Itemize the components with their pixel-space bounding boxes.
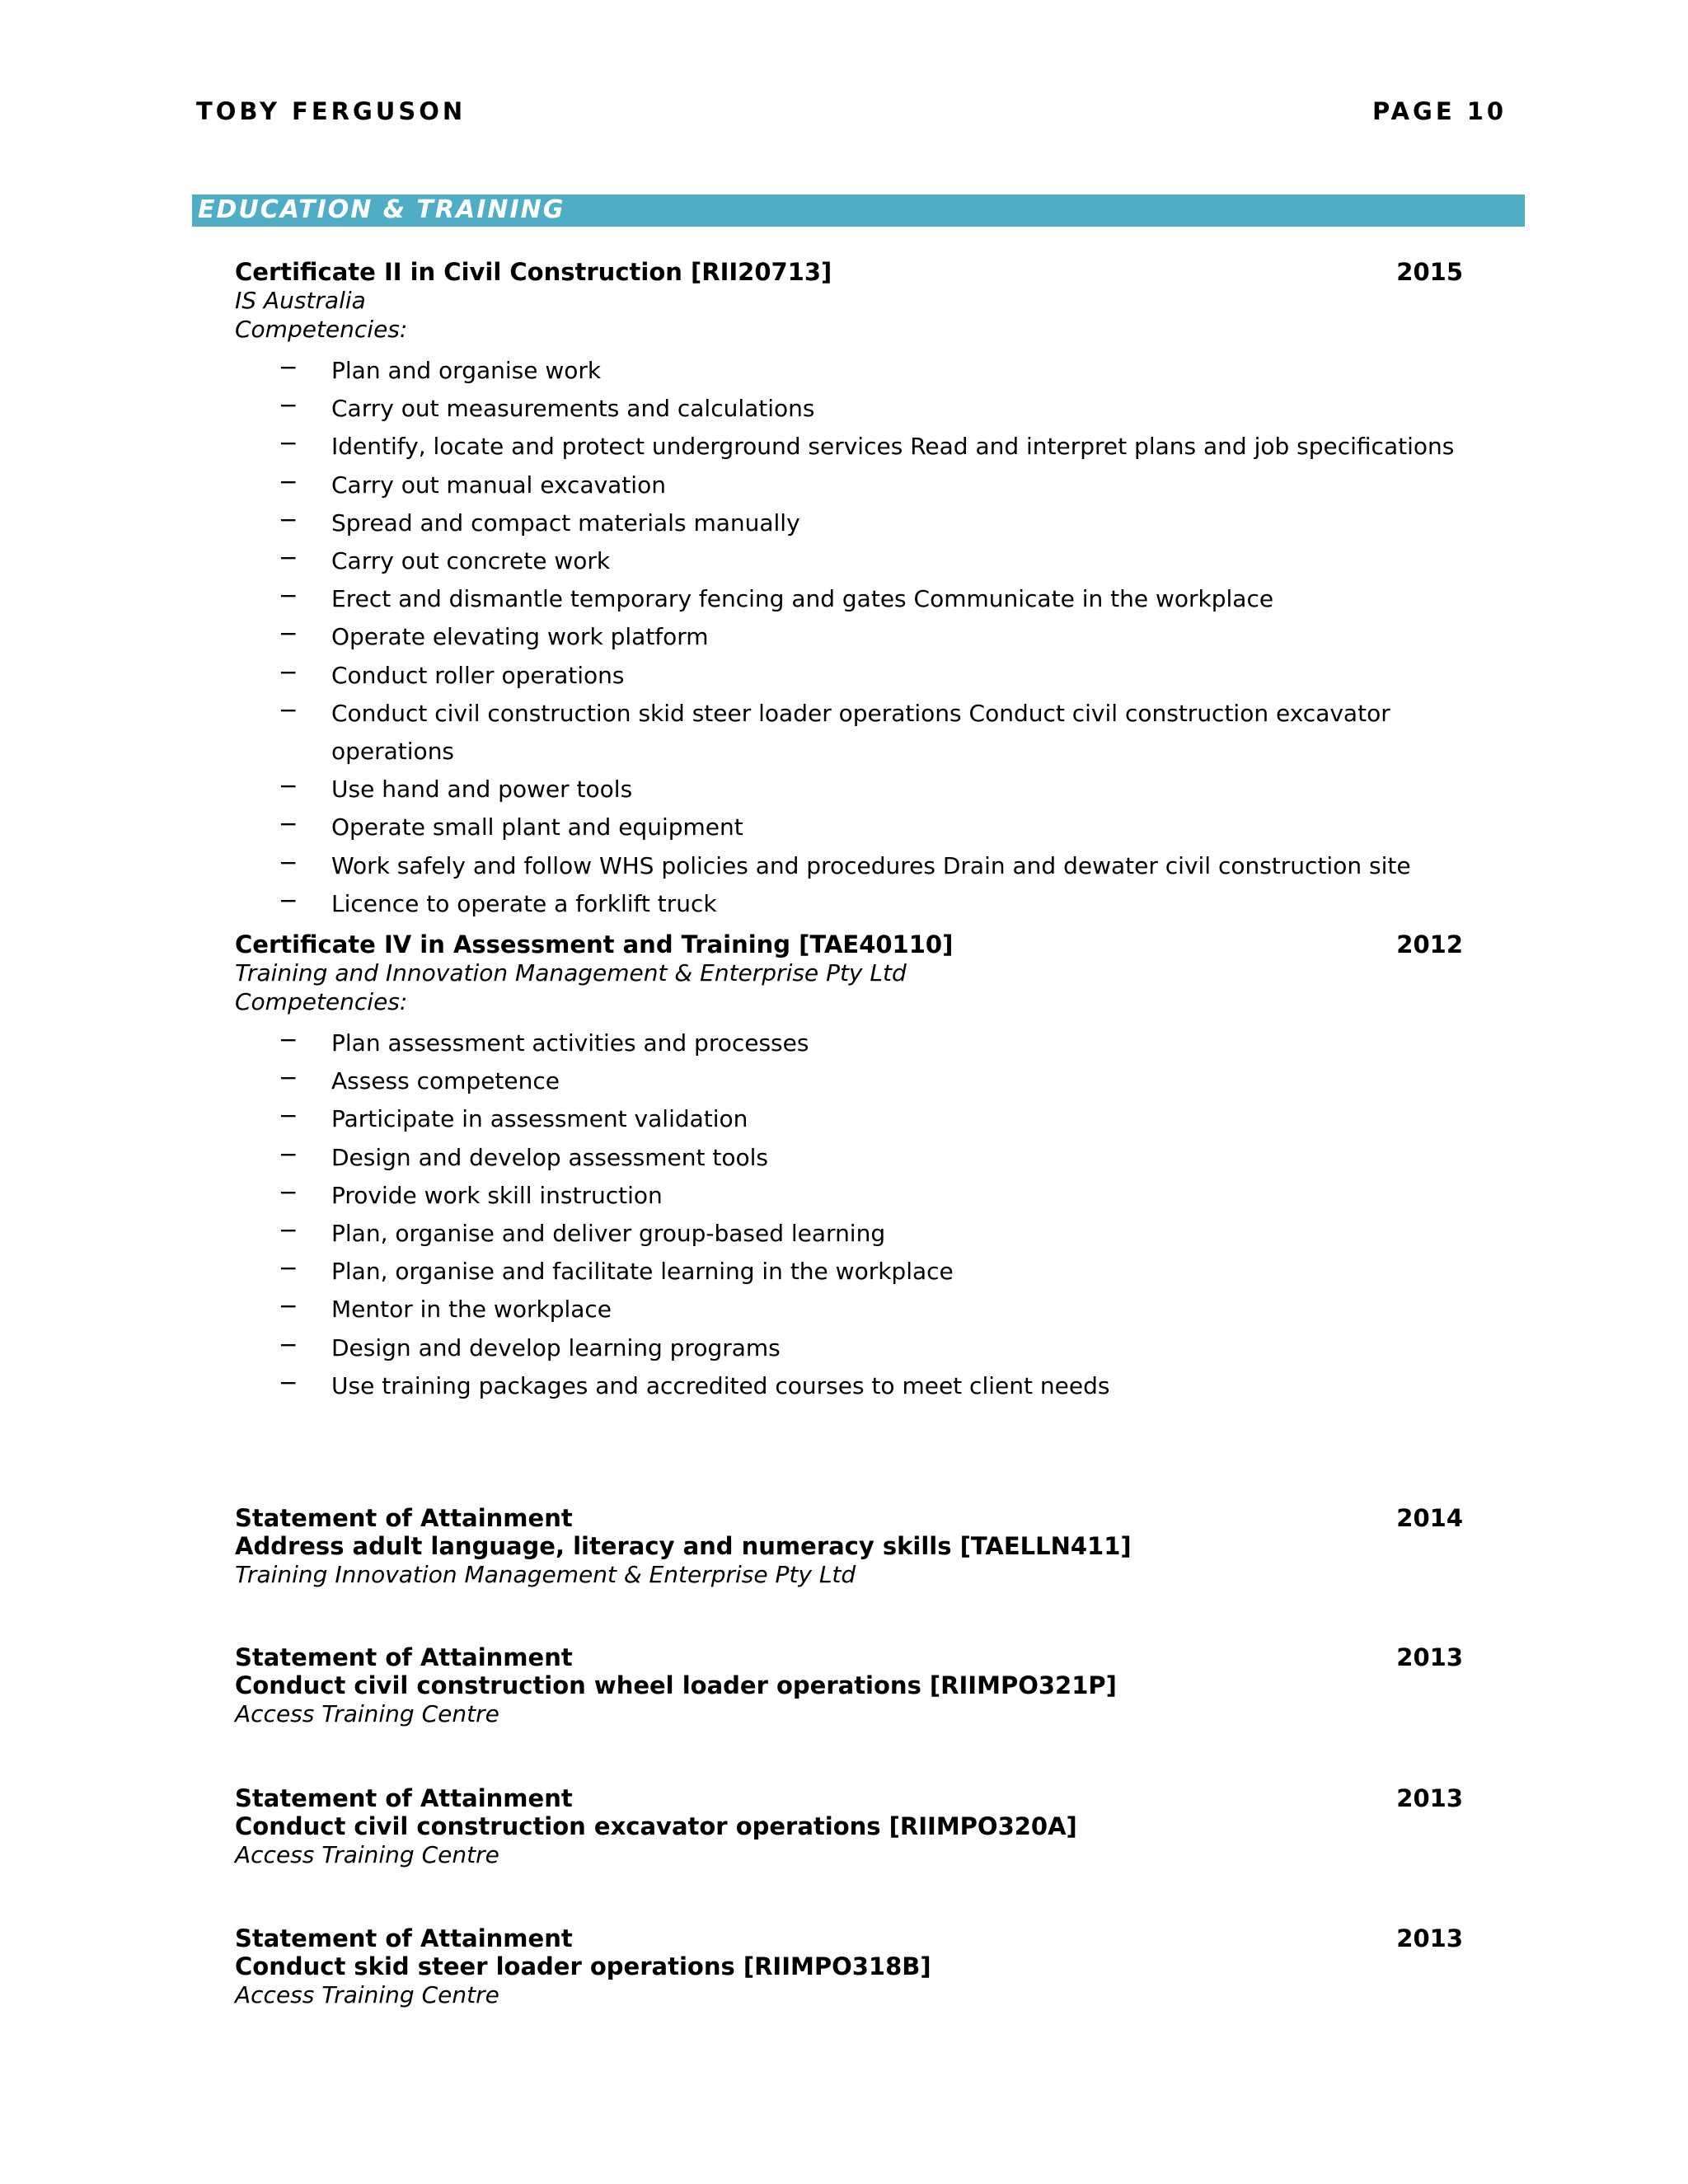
competency-item	[235, 847, 1463, 885]
statement-year: 2013	[1396, 1784, 1463, 1812]
section-title: EDUCATION & TRAINING	[198, 195, 565, 224]
dash-bullet-icon: −	[279, 886, 298, 914]
dash-bullet-icon: −	[279, 1254, 298, 1282]
statement-year: 2013	[1396, 1924, 1463, 1952]
competency-text: Work safely and follow WHS policies and procedures Drain and dewater civil construction site	[331, 851, 1411, 879]
dash-bullet-icon: −	[279, 582, 298, 610]
competency-item	[235, 1100, 1463, 1138]
dash-bullet-icon: −	[279, 544, 298, 572]
competency-text: Mentor in the workplace	[331, 1296, 612, 1324]
competency-item	[235, 1139, 1463, 1177]
competency-text: Provide work skill instruction	[331, 1181, 663, 1209]
competency-item	[235, 1367, 1463, 1405]
competency-text: Use hand and power tools	[331, 776, 633, 804]
competency-text: Plan, organise and deliver group-based learning	[331, 1220, 886, 1248]
statement-title: Statement of Attainment	[235, 1924, 573, 1952]
statement-title: Statement of Attainment	[235, 1504, 573, 1532]
statement-institution: Access Training Centre	[235, 1981, 499, 2008]
certificate-institution: IS Australia	[235, 287, 366, 314]
competency-item	[235, 390, 1463, 428]
competency-item	[235, 504, 1463, 542]
certificate-title: Certificate II in Civil Construction [RII20713]	[235, 258, 832, 286]
dash-bullet-icon: −	[279, 696, 298, 724]
certificate-year: 2015	[1396, 258, 1463, 286]
competency-text: Carry out concrete work	[331, 547, 611, 575]
dash-bullet-icon: −	[279, 620, 298, 648]
dash-bullet-icon: −	[279, 467, 298, 495]
competency-text: Erect and dismantle temporary fencing and gates Communicate in the workplace	[331, 585, 1274, 613]
statement-subtitle: Conduct skid steer loader operations [RIIMPO318B]	[235, 1952, 931, 1980]
statement-entry	[235, 1643, 1463, 1728]
certificate-entry	[235, 258, 1463, 923]
dash-bullet-icon: −	[279, 1178, 298, 1206]
dash-bullet-icon: −	[279, 391, 298, 419]
statement-entry	[235, 1784, 1463, 1869]
dash-bullet-icon: −	[279, 505, 298, 533]
header-name: TOBY FERGUSON	[196, 97, 467, 125]
statement-title: Statement of Attainment	[235, 1643, 573, 1671]
dash-bullet-icon: −	[279, 658, 298, 686]
dash-bullet-icon: −	[279, 1026, 298, 1053]
competency-item	[235, 1329, 1463, 1367]
competency-item	[235, 428, 1463, 466]
competency-text: Operate elevating work platform	[331, 623, 709, 651]
statement-subtitle: Conduct civil construction excavator operations [RIIMPO320A]	[235, 1812, 1077, 1840]
competency-item	[235, 1062, 1463, 1100]
competency-item	[235, 695, 1463, 771]
dash-bullet-icon: −	[279, 1292, 298, 1320]
competency-text: Carry out manual excavation	[331, 471, 666, 499]
dash-bullet-icon: −	[279, 772, 298, 800]
page-number: PAGE 10	[1372, 97, 1507, 125]
competency-text: Plan and organise work	[331, 357, 602, 384]
competency-text: Use training packages and accredited courses to meet client needs	[331, 1371, 1110, 1399]
statement-institution: Training Innovation Management & Enterprise Pty Ltd	[235, 1561, 856, 1588]
certificate-entry	[235, 930, 1463, 1405]
competency-item	[235, 352, 1463, 390]
competency-text: Design and develop learning programs	[331, 1333, 781, 1361]
competency-text: Plan assessment activities and processes	[331, 1029, 809, 1057]
certificate-institution: Training and Innovation Management & Enterprise Pty Ltd	[235, 959, 907, 987]
statement-subtitle: Address adult language, literacy and numeracy skills [TAELLN411]	[235, 1532, 1132, 1560]
statement-entry	[235, 1924, 1463, 2009]
competency-text: Conduct civil construction skid steer loader operations Conduct civil construction excavator operations	[331, 699, 1390, 766]
competency-text: Operate small plant and equipment	[331, 813, 743, 841]
dash-bullet-icon: −	[279, 848, 298, 876]
competency-item	[235, 618, 1463, 656]
section-header	[192, 194, 1525, 227]
competency-item	[235, 1215, 1463, 1253]
competency-item	[235, 1024, 1463, 1062]
competency-item	[235, 1177, 1463, 1215]
competency-item	[235, 1253, 1463, 1291]
competency-item	[235, 808, 1463, 846]
dash-bullet-icon: −	[279, 1140, 298, 1168]
dash-bullet-icon: −	[279, 810, 298, 838]
competency-text: Assess competence	[331, 1067, 560, 1095]
competency-text: Plan, organise and facilitate learning in the workplace	[331, 1258, 954, 1286]
competency-text: Conduct roller operations	[331, 661, 625, 689]
competency-item	[235, 771, 1463, 808]
competency-text: Identify, locate and protect underground services Read and interpret plans and job specifications	[331, 433, 1455, 461]
competencies-list	[235, 1024, 1463, 1405]
competency-text: Spread and compact materials manually	[331, 509, 800, 537]
dash-bullet-icon: −	[279, 429, 298, 457]
competency-item	[235, 466, 1463, 504]
dash-bullet-icon: −	[279, 1064, 298, 1092]
dash-bullet-icon: −	[279, 1102, 298, 1130]
competencies-label: Competencies:	[235, 316, 408, 343]
competencies-list	[235, 352, 1463, 923]
competencies-label: Competencies:	[235, 988, 408, 1015]
competency-item	[235, 580, 1463, 618]
statement-year: 2013	[1396, 1643, 1463, 1671]
dash-bullet-icon: −	[279, 1216, 298, 1244]
dash-bullet-icon: −	[279, 1330, 298, 1358]
competency-text: Participate in assessment validation	[331, 1105, 748, 1133]
competency-item	[235, 885, 1463, 923]
statement-entry	[235, 1504, 1463, 1589]
statement-institution: Access Training Centre	[235, 1700, 499, 1727]
statement-institution: Access Training Centre	[235, 1841, 499, 1868]
certificate-title: Certificate IV in Assessment and Training [TAE40110]	[235, 930, 954, 958]
competency-item	[235, 1291, 1463, 1329]
certificate-year: 2012	[1396, 930, 1463, 958]
statement-title: Statement of Attainment	[235, 1784, 573, 1812]
statement-subtitle: Conduct civil construction wheel loader operations [RIIMPO321P]	[235, 1671, 1117, 1699]
competency-text: Licence to operate a forklift truck	[331, 889, 717, 917]
competency-item	[235, 657, 1463, 695]
competency-text: Design and develop assessment tools	[331, 1143, 769, 1171]
competency-text: Carry out measurements and calculations	[331, 395, 815, 423]
dash-bullet-icon: −	[279, 1368, 298, 1396]
statement-year: 2014	[1396, 1504, 1463, 1532]
dash-bullet-icon: −	[279, 354, 298, 381]
competency-item	[235, 542, 1463, 580]
